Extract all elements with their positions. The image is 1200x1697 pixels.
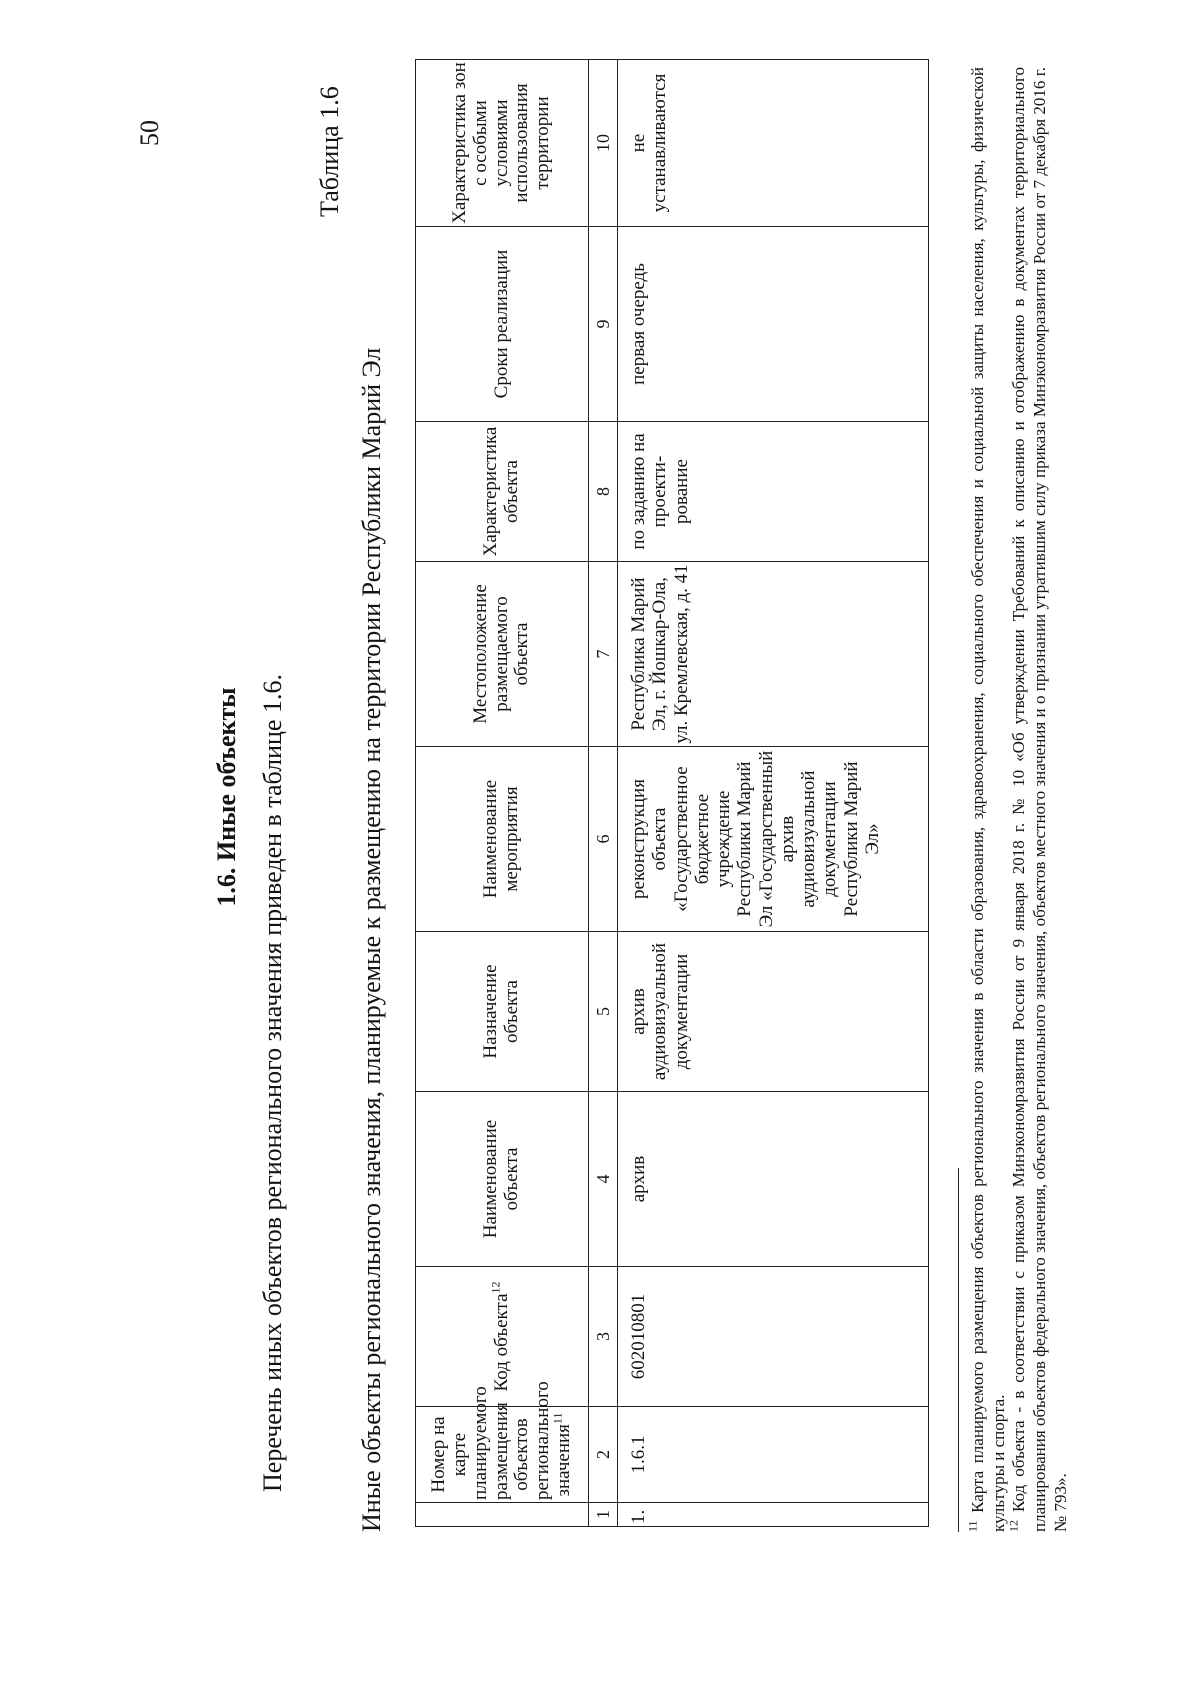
column-number: 7 (589, 562, 618, 747)
footnote-mark-12: 12 (488, 1281, 503, 1294)
objects-table (415, 59, 929, 1527)
column-number-row (589, 60, 618, 1527)
row-index-cell: 1. (618, 1503, 929, 1527)
header-cell-1 (416, 1503, 589, 1527)
header-cell-6: Наименование мероприятия (416, 747, 589, 932)
object-code-cell: 602010801 (618, 1267, 929, 1407)
zones-cell: не устанавливаются (618, 60, 929, 227)
column-number: 2 (589, 1407, 618, 1503)
header-cell-8: Характеристика объекта (416, 422, 589, 562)
column-number: 3 (589, 1267, 618, 1407)
footnote-12-text: Код объекта - в соответствии с приказом Минэкономразвития России от 9 января 2018 г. № 10 «Об утверждении Требований к описанию и отображению в документах территориального планирования объектов федерального значения, объектов регионального значения, объектов местного значения и о признании утратившим силу приказа Минэкономразвития России от 7 декабря 2016 г. № 793». (1009, 66, 1070, 1532)
table-label: Таблица 1.6 (315, 86, 344, 217)
footnote-mark-11: 11 (550, 1412, 565, 1425)
table-row (618, 60, 929, 1527)
section-title: 1.6. Иные объекты (212, 687, 241, 907)
timeline-cell: первая очередь (618, 227, 929, 422)
header-text-3: Код объекта (490, 1293, 512, 1392)
characteristic-cell: по заданию на проекти-рование (618, 422, 929, 562)
measure-name-cell: реконструкция объекта «Государственное бюджетное учреждение Республики Марий Эл «Государственный архив аудиовизуальной документации Республики Марий Эл» (618, 747, 929, 932)
header-cell-10: Характеристика зон с особыми условиями использования территории (416, 60, 589, 227)
column-number: 8 (589, 422, 618, 562)
object-name-cell: архив (618, 1092, 929, 1267)
location-cell: Республика Марий Эл, г. Йошкар-Ола, ул. Кремлевская, д. 41 (618, 562, 929, 747)
header-cell-9: Сроки реализации (416, 227, 589, 422)
header-cell-4: Наименование объекта (416, 1092, 589, 1267)
header-cell-7: Местоположение размещаемого объекта (416, 562, 589, 747)
header-cell-3 (416, 1267, 589, 1407)
footnote-12 (1006, 66, 1071, 1532)
footnotes (965, 66, 1072, 1532)
header-cell-5: Назначение объекта (416, 932, 589, 1092)
footnote-11-mark: 11 (965, 1520, 980, 1532)
header-text-2: Номер на карте планируемого размещения объектов регионального значения (427, 1381, 575, 1500)
page-number: 50 (135, 120, 164, 146)
footnote-11-text: Карта планируемого размещения объектов регионального значения в области образования, здравоохранения, социального обеспечения и социальной защиты населения, культуры, физической культуры и спорта. (968, 66, 1008, 1532)
footnote-separator (958, 1168, 959, 1532)
table-header-row (416, 60, 589, 1527)
column-number: 6 (589, 747, 618, 932)
footnote-11 (965, 66, 1009, 1532)
intro-paragraph: Перечень иных объектов регионального значения приведен в таблице 1.6. (258, 674, 287, 1492)
header-cell-2 (416, 1381, 589, 1503)
column-number: 9 (589, 227, 618, 422)
column-number: 1 (589, 1503, 618, 1527)
footnote-12-mark: 12 (1006, 1520, 1021, 1532)
map-number-cell: 1.6.1 (618, 1407, 929, 1503)
column-number: 10 (589, 60, 618, 227)
column-number: 5 (589, 932, 618, 1092)
object-purpose-cell: архив аудиовизуальной документации (618, 932, 929, 1092)
column-number: 4 (589, 1092, 618, 1267)
table-caption: Иные объекты регионального значения, планируемые к размещению на территории Республики Марий Эл (357, 347, 386, 1532)
